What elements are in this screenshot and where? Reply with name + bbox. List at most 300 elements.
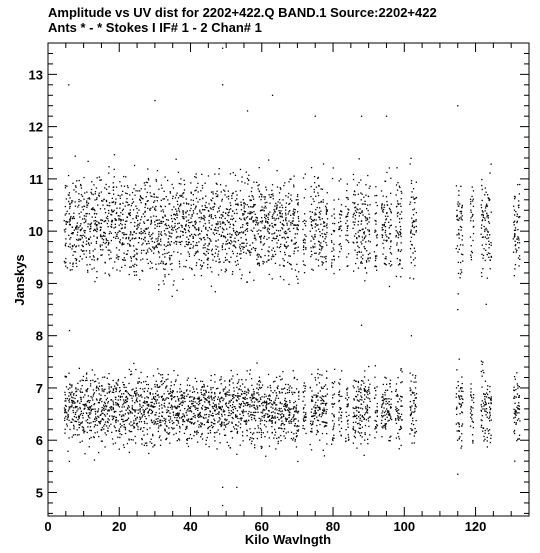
data-point	[205, 205, 206, 206]
data-point	[74, 244, 75, 245]
data-point	[222, 232, 223, 233]
data-point	[359, 215, 360, 216]
data-point	[184, 180, 185, 181]
data-point	[303, 261, 304, 262]
data-point	[279, 392, 280, 393]
data-point	[273, 213, 274, 214]
data-point	[303, 240, 304, 241]
data-point	[151, 220, 152, 221]
data-point	[196, 252, 197, 253]
data-point	[121, 415, 122, 416]
data-point	[73, 412, 74, 413]
data-point	[107, 398, 108, 399]
data-point	[274, 409, 275, 410]
data-point	[255, 238, 256, 239]
data-point	[186, 241, 187, 242]
data-point	[295, 209, 296, 210]
data-point	[388, 410, 389, 411]
data-point	[164, 256, 165, 257]
data-point	[171, 269, 172, 270]
data-point	[194, 415, 195, 416]
data-point	[114, 169, 115, 170]
data-point	[268, 159, 269, 160]
data-point	[368, 196, 369, 197]
data-point	[294, 251, 295, 252]
data-point	[312, 421, 313, 422]
data-point	[108, 242, 109, 243]
data-point	[290, 420, 291, 421]
data-point	[244, 219, 245, 220]
data-point	[101, 411, 102, 412]
data-point	[311, 431, 312, 432]
data-point	[206, 234, 207, 235]
data-point	[193, 210, 194, 211]
data-point	[68, 373, 69, 374]
data-point	[278, 413, 279, 414]
data-point	[131, 266, 132, 267]
data-point	[116, 213, 117, 214]
data-point	[231, 422, 232, 423]
data-point	[326, 232, 327, 233]
data-point	[219, 411, 220, 412]
data-point	[268, 403, 269, 404]
data-point	[254, 447, 255, 448]
data-point	[117, 256, 118, 257]
plot-frame	[48, 43, 529, 516]
data-point	[181, 195, 182, 196]
data-point	[286, 223, 287, 224]
data-point	[257, 264, 258, 265]
data-point	[291, 423, 292, 424]
data-point	[267, 228, 268, 229]
data-point	[164, 381, 165, 382]
data-point	[251, 419, 252, 420]
data-point	[82, 228, 83, 229]
data-point	[377, 416, 378, 417]
data-point	[217, 221, 218, 222]
data-point	[77, 434, 78, 435]
data-point	[258, 427, 259, 428]
data-point	[334, 218, 335, 219]
data-point	[322, 433, 323, 434]
data-point	[137, 429, 138, 430]
data-point	[311, 428, 312, 429]
data-point	[360, 418, 361, 419]
data-point	[261, 420, 262, 421]
data-point	[96, 418, 97, 419]
data-point	[285, 195, 286, 196]
data-point	[268, 219, 269, 220]
data-point	[311, 204, 312, 205]
data-point	[288, 211, 289, 212]
data-point	[123, 234, 124, 235]
data-point	[274, 417, 275, 418]
data-point	[221, 383, 222, 384]
data-point	[387, 216, 388, 217]
data-point	[168, 416, 169, 417]
data-point	[376, 270, 377, 271]
data-point	[191, 221, 192, 222]
data-point	[111, 224, 112, 225]
data-point	[244, 421, 245, 422]
data-point	[401, 368, 402, 369]
data-point	[202, 187, 203, 188]
data-point	[115, 198, 116, 199]
data-point	[159, 437, 160, 438]
data-point	[208, 433, 209, 434]
data-point	[105, 243, 106, 244]
data-point	[249, 213, 250, 214]
data-point	[163, 198, 164, 199]
data-point	[119, 225, 120, 226]
data-point	[339, 431, 340, 432]
data-point	[194, 255, 195, 256]
data-point	[81, 235, 82, 236]
data-point	[184, 184, 185, 185]
data-point	[97, 431, 98, 432]
data-point	[217, 196, 218, 197]
data-point	[259, 196, 260, 197]
data-point	[143, 381, 144, 382]
data-point	[276, 404, 277, 405]
data-point	[399, 186, 400, 187]
data-point	[243, 411, 244, 412]
data-point	[73, 425, 74, 426]
data-point	[95, 193, 96, 194]
data-point	[265, 413, 266, 414]
data-point	[84, 236, 85, 237]
data-point	[348, 212, 349, 213]
data-point	[318, 254, 319, 255]
data-point	[235, 417, 236, 418]
data-point	[209, 398, 210, 399]
data-point	[187, 380, 188, 381]
data-point	[212, 191, 213, 192]
data-point	[305, 412, 306, 413]
data-point	[147, 429, 148, 430]
data-point	[318, 217, 319, 218]
data-point	[94, 426, 95, 427]
data-point	[196, 190, 197, 191]
data-point	[255, 239, 256, 240]
data-point	[217, 246, 218, 247]
data-point	[278, 398, 279, 399]
data-point	[86, 216, 87, 217]
data-point	[165, 439, 166, 440]
data-point	[73, 394, 74, 395]
data-point	[199, 199, 200, 200]
data-point	[334, 259, 335, 260]
data-point	[121, 219, 122, 220]
data-point	[214, 393, 215, 394]
data-point	[93, 409, 94, 410]
data-point	[148, 263, 149, 264]
data-point	[124, 401, 125, 402]
data-point	[283, 237, 284, 238]
data-point	[289, 387, 290, 388]
data-point	[263, 237, 264, 238]
data-point	[292, 394, 293, 395]
data-point	[95, 411, 96, 412]
data-point	[346, 190, 347, 191]
data-point	[360, 179, 361, 180]
data-point	[71, 392, 72, 393]
data-point	[339, 407, 340, 408]
data-point	[207, 249, 208, 250]
data-point	[118, 219, 119, 220]
data-point	[231, 431, 232, 432]
data-point	[99, 176, 100, 177]
data-point	[125, 238, 126, 239]
data-point	[186, 216, 187, 217]
data-point	[127, 185, 128, 186]
data-point	[314, 253, 315, 254]
data-point	[70, 237, 71, 238]
data-point	[273, 248, 274, 249]
data-point	[186, 439, 187, 440]
data-point	[106, 238, 107, 239]
data-point	[243, 243, 244, 244]
data-point	[317, 224, 318, 225]
data-point	[173, 428, 174, 429]
data-point	[355, 263, 356, 264]
data-point	[120, 212, 121, 213]
data-point	[210, 430, 211, 431]
data-point	[80, 230, 81, 231]
data-point	[102, 409, 103, 410]
data-point	[181, 391, 182, 392]
data-point	[312, 228, 313, 229]
data-point	[362, 229, 363, 230]
data-point	[172, 296, 173, 297]
data-point	[88, 415, 89, 416]
data-point	[346, 197, 347, 198]
data-point	[260, 221, 261, 222]
data-point	[108, 220, 109, 221]
data-point	[323, 199, 324, 200]
data-point	[81, 401, 82, 402]
data-point	[101, 236, 102, 237]
data-point	[162, 209, 163, 210]
data-point	[312, 212, 313, 213]
data-point	[217, 422, 218, 423]
data-point	[167, 180, 168, 181]
data-point	[73, 189, 74, 190]
data-point	[259, 254, 260, 255]
data-point	[134, 165, 135, 166]
data-point	[289, 400, 290, 401]
data-point	[374, 398, 375, 399]
data-point	[65, 429, 66, 430]
data-point	[142, 415, 143, 416]
data-point	[249, 250, 250, 251]
data-point	[107, 240, 108, 241]
data-point	[238, 398, 239, 399]
data-point	[87, 270, 88, 271]
data-point	[71, 269, 72, 270]
data-point	[127, 250, 128, 251]
data-point	[237, 180, 238, 181]
data-point	[83, 404, 84, 405]
data-point	[295, 423, 296, 424]
data-point	[365, 267, 366, 268]
data-point	[267, 416, 268, 417]
data-point	[397, 394, 398, 395]
data-point	[230, 257, 231, 258]
data-point	[297, 412, 298, 413]
data-point	[155, 210, 156, 211]
data-point	[318, 202, 319, 203]
data-point	[141, 197, 142, 198]
data-point	[96, 243, 97, 244]
data-point	[90, 406, 91, 407]
data-point	[160, 424, 161, 425]
data-point	[367, 218, 368, 219]
data-point	[68, 201, 69, 202]
data-point	[161, 221, 162, 222]
data-point	[286, 432, 287, 433]
data-point	[127, 401, 128, 402]
data-point	[375, 202, 376, 203]
data-point	[261, 403, 262, 404]
data-point	[179, 195, 180, 196]
data-point	[118, 259, 119, 260]
data-point	[276, 205, 277, 206]
data-point	[367, 392, 368, 393]
data-point	[225, 271, 226, 272]
data-point	[354, 250, 355, 251]
data-point	[345, 235, 346, 236]
data-point	[375, 365, 376, 366]
data-point	[222, 214, 223, 215]
x-tick-label: 100	[393, 519, 416, 534]
data-point	[166, 225, 167, 226]
data-point	[189, 242, 190, 243]
data-point	[83, 380, 84, 381]
data-point	[125, 433, 126, 434]
data-point	[135, 409, 136, 410]
data-point	[182, 405, 183, 406]
data-point	[387, 204, 388, 205]
data-point	[107, 205, 108, 206]
data-point	[230, 243, 231, 244]
data-point	[121, 185, 122, 186]
data-point	[366, 208, 367, 209]
data-point	[381, 407, 382, 408]
data-point	[209, 243, 210, 244]
data-point	[310, 231, 311, 232]
data-point	[364, 370, 365, 371]
data-point	[87, 272, 88, 273]
data-point	[88, 416, 89, 417]
data-point	[281, 416, 282, 417]
data-point	[196, 242, 197, 243]
data-point	[91, 259, 92, 260]
data-point	[113, 418, 114, 419]
data-point	[389, 415, 390, 416]
data-point	[333, 167, 334, 168]
data-point	[341, 421, 342, 422]
data-point	[182, 419, 183, 420]
data-point	[385, 226, 386, 227]
data-point	[401, 193, 402, 194]
data-point	[148, 415, 149, 416]
data-point	[283, 414, 284, 415]
data-point	[133, 423, 134, 424]
data-point	[107, 421, 108, 422]
data-point	[205, 243, 206, 244]
data-point	[164, 406, 165, 407]
data-point	[129, 194, 130, 195]
data-point	[142, 258, 143, 259]
data-point	[129, 267, 130, 268]
data-point	[293, 211, 294, 212]
data-point	[128, 383, 129, 384]
data-point	[294, 377, 295, 378]
data-point	[347, 423, 348, 424]
data-point	[229, 233, 230, 234]
data-point	[155, 386, 156, 387]
data-point	[202, 205, 203, 206]
data-point	[340, 396, 341, 397]
data-point	[358, 182, 359, 183]
data-point	[119, 249, 120, 250]
data-point	[310, 387, 311, 388]
data-point	[249, 199, 250, 200]
data-point	[325, 238, 326, 239]
data-point	[184, 416, 185, 417]
data-point	[375, 260, 376, 261]
data-point	[397, 190, 398, 191]
data-point	[352, 216, 353, 217]
data-point	[104, 208, 105, 209]
data-point	[311, 254, 312, 255]
data-point	[136, 208, 137, 209]
data-point	[253, 220, 254, 221]
data-point	[68, 437, 69, 438]
data-point	[84, 453, 85, 454]
data-point	[122, 404, 123, 405]
data-point	[81, 212, 82, 213]
data-point	[303, 408, 304, 409]
data-point	[68, 420, 69, 421]
data-point	[284, 400, 285, 401]
data-point	[123, 176, 124, 177]
data-point	[248, 411, 249, 412]
data-point	[279, 210, 280, 211]
data-point	[184, 433, 185, 434]
data-point	[200, 190, 201, 191]
data-point	[400, 229, 401, 230]
data-point	[264, 401, 265, 402]
data-point	[366, 419, 367, 420]
data-point	[233, 218, 234, 219]
data-point	[257, 432, 258, 433]
data-point	[322, 403, 323, 404]
data-point	[136, 392, 137, 393]
data-point	[169, 255, 170, 256]
data-point	[222, 406, 223, 407]
data-point	[143, 435, 144, 436]
data-point	[355, 218, 356, 219]
data-point	[265, 405, 266, 406]
data-point	[296, 388, 297, 389]
data-point	[181, 241, 182, 242]
data-point	[150, 394, 151, 395]
data-point	[347, 230, 348, 231]
data-point	[368, 418, 369, 419]
data-point	[189, 385, 190, 386]
